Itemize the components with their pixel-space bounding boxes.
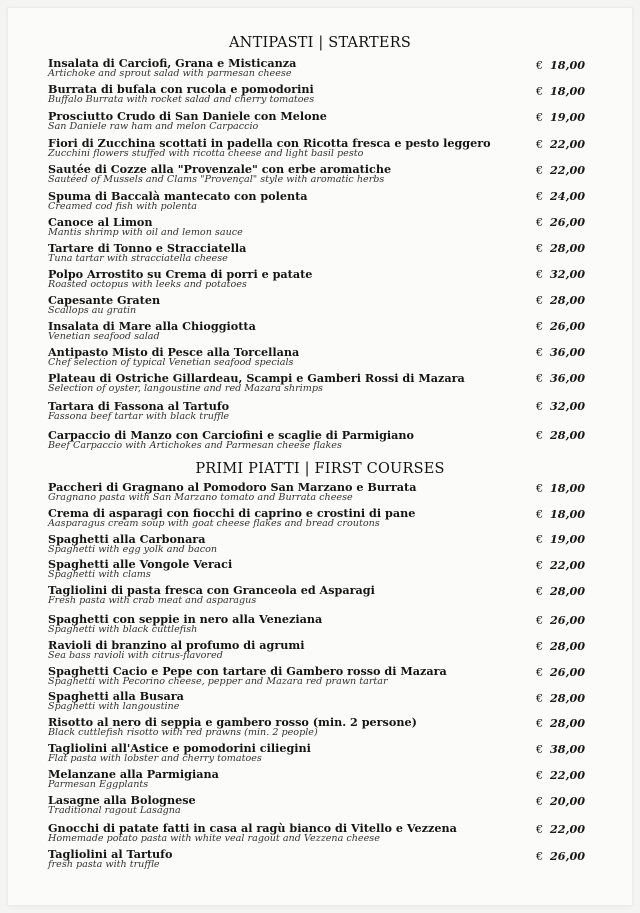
dish-name: Gnocchi di patate fatti in casa al ragù bianco di Vitello e Vezzena (48, 821, 457, 835)
dish-price (536, 428, 588, 442)
dish-name: Spaghetti alla Busara (48, 689, 184, 703)
dish-name: Antipasto Misto di Pesce alla Torcellana (48, 345, 300, 359)
dish-description: Spaghetti with langoustine (48, 701, 180, 712)
dish-description: Homemade potato pasta with white veal ragout and Vezzena cheese (48, 833, 380, 844)
dish-name: Plateau di Ostriche Gillardeau, Scampi e Gamberi Rossi di Mazara (48, 371, 465, 385)
dish-name: Prosciutto Crudo di San Daniele con Melone (48, 109, 327, 123)
dish-price (536, 371, 588, 385)
dish-description: Creamed cod fish with polenta (48, 201, 197, 212)
dish-price (536, 742, 588, 756)
dish-description: fresh pasta with truffle (48, 859, 160, 870)
section-title-primi: PRIMI PIATTI | FIRST COURSES (195, 461, 445, 477)
menu-item (48, 743, 518, 764)
euro-symbol: € (536, 85, 544, 98)
menu-item (48, 164, 518, 185)
price-value: 19,00 (550, 110, 586, 124)
dish-name: Tartare di Tonno e Stracciatella (48, 241, 247, 255)
dish-description: Spaghetti with Pecorino cheese, pepper and Mazara red prawn tartar (48, 676, 388, 687)
menu-item (48, 691, 518, 712)
dish-price (536, 794, 588, 808)
menu-item (48, 191, 518, 212)
euro-symbol: € (536, 769, 544, 782)
menu-item (48, 243, 518, 264)
menu-item (48, 640, 518, 661)
dish-price (536, 716, 588, 730)
dish-description: Tuna tartar with stracciatella cheese (48, 253, 228, 264)
dish-name: Canoce al Limon (48, 215, 153, 229)
euro-symbol: € (536, 59, 544, 72)
euro-symbol: € (536, 400, 544, 413)
price-value: 22,00 (550, 768, 586, 782)
dish-name: Paccheri di Gragnano al Pomodoro San Marzano e Burrata (48, 480, 417, 494)
price-value: 32,00 (550, 267, 586, 281)
dish-price (536, 110, 588, 124)
euro-symbol: € (536, 717, 544, 730)
euro-symbol: € (536, 850, 544, 863)
menu-item (48, 482, 518, 503)
menu-item (48, 401, 518, 422)
dish-name: Spaghetti alle Vongole Veraci (48, 557, 233, 571)
menu-item (48, 430, 518, 451)
euro-symbol: € (536, 138, 544, 151)
dish-price (536, 768, 588, 782)
dish-price (536, 507, 588, 521)
dish-description: Traditional ragout Lasagna (48, 805, 181, 816)
dish-name: Tartara di Fassona al Tartufo (48, 399, 230, 413)
price-value: 36,00 (550, 345, 586, 359)
euro-symbol: € (536, 585, 544, 598)
dish-name: Capesante Graten (48, 293, 161, 307)
menu-item (48, 769, 518, 790)
dish-description: Flat pasta with lobster and cherry tomatoes (48, 753, 262, 764)
price-value: 26,00 (550, 215, 586, 229)
price-value: 19,00 (550, 532, 586, 546)
menu-item (48, 717, 518, 738)
dish-name: Carpaccio di Manzo con Carciofini e scaglie di Parmigiano (48, 428, 415, 442)
price-value: 38,00 (550, 742, 586, 756)
euro-symbol: € (536, 164, 544, 177)
dish-price (536, 691, 588, 705)
dish-name: Tagliolini all'Astice e pomodorini ciliegini (48, 741, 311, 755)
menu-item (48, 614, 518, 635)
dish-name: Melanzane alla Parmigiana (48, 767, 219, 781)
price-value: 26,00 (550, 319, 586, 333)
dish-price (536, 822, 588, 836)
price-value: 28,00 (550, 428, 586, 442)
euro-symbol: € (536, 559, 544, 572)
price-value: 28,00 (550, 584, 586, 598)
section-title-antipasti: ANTIPASTI | STARTERS (229, 35, 411, 51)
euro-symbol: € (536, 795, 544, 808)
euro-symbol: € (536, 242, 544, 255)
dish-description: Roasted octopus with leeks and potatoes (48, 279, 247, 290)
dish-description: Black cuttlefish risotto with red prawns (min. 2 people) (48, 727, 318, 738)
price-value: 22,00 (550, 137, 586, 151)
dish-name: Spaghetti Cacio e Pepe con tartare di Gambero rosso di Mazara (48, 664, 447, 678)
dish-name: Spuma di Baccalà mantecato con polenta (48, 189, 308, 203)
dish-description: Zucchini flowers stuffed with ricotta cheese and light basil pesto (48, 148, 364, 159)
dish-description: Spaghetti with black cuttlefish (48, 624, 198, 635)
price-value: 26,00 (550, 613, 586, 627)
euro-symbol: € (536, 508, 544, 521)
dish-price (536, 215, 588, 229)
dish-name: Insalata di Mare alla Chioggiotta (48, 319, 256, 333)
price-value: 28,00 (550, 639, 586, 653)
dish-price (536, 267, 588, 281)
euro-symbol: € (536, 190, 544, 203)
dish-name: Spaghetti alla Carbonara (48, 532, 206, 546)
euro-symbol: € (536, 320, 544, 333)
euro-symbol: € (536, 268, 544, 281)
dish-description: Sea bass ravioli with citrus-flavored (48, 650, 223, 661)
dish-price (536, 849, 588, 863)
dish-description: Chef selection of typical Venetian seafood specials (48, 357, 294, 368)
dish-price (536, 189, 588, 203)
dish-name: Crema di asparagi con fiocchi di caprino e crostini di pane (48, 506, 416, 520)
euro-symbol: € (536, 666, 544, 679)
dish-description: Venetian seafood salad (48, 331, 160, 342)
dish-price (536, 58, 588, 72)
euro-symbol: € (536, 429, 544, 442)
menu-item (48, 58, 518, 79)
dish-name: Burrata di bufala con rucola e pomodorini (48, 82, 314, 96)
dish-name: Insalata di Carciofi, Grana e Misticanza (48, 56, 297, 70)
dish-price (536, 84, 588, 98)
dish-price (536, 293, 588, 307)
dish-description: Spaghetti with egg yolk and bacon (48, 544, 218, 555)
menu-item (48, 373, 518, 394)
price-value: 26,00 (550, 665, 586, 679)
price-value: 22,00 (550, 163, 586, 177)
dish-price (536, 137, 588, 151)
price-value: 28,00 (550, 293, 586, 307)
dish-name: Ravioli di branzino al profumo di agrumi (48, 638, 305, 652)
price-value: 18,00 (550, 507, 586, 521)
euro-symbol: € (536, 294, 544, 307)
price-value: 22,00 (550, 558, 586, 572)
dish-price (536, 481, 588, 495)
dish-description: Scallops au gratin (48, 305, 137, 316)
dish-price (536, 319, 588, 333)
dish-description: Fassona beef tartar with black truffle (48, 411, 230, 422)
menu-item (48, 585, 518, 606)
dish-name: Lasagne alla Bolognese (48, 793, 196, 807)
dish-price (536, 613, 588, 627)
menu-item (48, 534, 518, 555)
price-value: 18,00 (550, 481, 586, 495)
dish-description: Sautéed of Mussels and Clams "Provençal" style with aromatic herbs (48, 174, 385, 185)
price-value: 36,00 (550, 371, 586, 385)
menu-item (48, 138, 518, 159)
euro-symbol: € (536, 823, 544, 836)
menu-item (48, 269, 518, 290)
menu-item (48, 559, 518, 580)
euro-symbol: € (536, 482, 544, 495)
dish-description: Fresh pasta with crab meat and asparagus (48, 595, 257, 606)
price-value: 28,00 (550, 691, 586, 705)
price-value: 18,00 (550, 84, 586, 98)
dish-description: Artichoke and sprout salad with parmesan cheese (48, 68, 292, 79)
menu-item (48, 795, 518, 816)
dish-price (536, 584, 588, 598)
menu-item (48, 666, 518, 687)
dish-price (536, 399, 588, 413)
price-value: 28,00 (550, 716, 586, 730)
menu-item (48, 508, 518, 529)
menu-item (48, 823, 518, 844)
dish-price (536, 163, 588, 177)
dish-description: Parmesan Eggplants (48, 779, 149, 790)
price-value: 18,00 (550, 58, 586, 72)
menu-item (48, 111, 518, 132)
dish-price (536, 345, 588, 359)
menu-item (48, 849, 518, 870)
menu-item (48, 321, 518, 342)
dish-name: Tagliolini al Tartufo (48, 847, 173, 861)
price-value: 26,00 (550, 849, 586, 863)
euro-symbol: € (536, 346, 544, 359)
menu-item (48, 217, 518, 238)
price-value: 20,00 (550, 794, 586, 808)
euro-symbol: € (536, 614, 544, 627)
dish-price (536, 532, 588, 546)
euro-symbol: € (536, 533, 544, 546)
dish-name: Sautée di Cozze alla "Provenzale" con erbe aromatiche (48, 162, 392, 176)
dish-name: Spaghetti con seppie in nero alla Veneziana (48, 612, 323, 626)
menu-item (48, 84, 518, 105)
menu-item (48, 347, 518, 368)
price-value: 32,00 (550, 399, 586, 413)
dish-description: Beef Carpaccio with Artichokes and Parmesan cheese flakes (48, 440, 342, 451)
dish-price (536, 639, 588, 653)
dish-description: Gragnano pasta with San Marzano tomato and Burrata cheese (48, 492, 353, 503)
dish-name: Tagliolini di pasta fresca con Granceola ed Asparagi (48, 583, 375, 597)
dish-name: Risotto al nero di seppia e gambero rosso (min. 2 persone) (48, 715, 417, 729)
dish-description: Selection of oyster, langoustine and red Mazara shrimps (48, 383, 323, 394)
dish-description: Mantis shrimp with oil and lemon sauce (48, 227, 243, 238)
euro-symbol: € (536, 216, 544, 229)
euro-symbol: € (536, 743, 544, 756)
price-value: 28,00 (550, 241, 586, 255)
price-value: 24,00 (550, 189, 586, 203)
dish-price (536, 558, 588, 572)
dish-description: San Daniele raw ham and melon Carpaccio (48, 121, 259, 132)
euro-symbol: € (536, 640, 544, 653)
dish-name: Polpo Arrostito su Crema di porri e patate (48, 267, 313, 281)
euro-symbol: € (536, 372, 544, 385)
euro-symbol: € (536, 692, 544, 705)
dish-price (536, 665, 588, 679)
dish-price (536, 241, 588, 255)
dish-description: Aasparagus cream soup with goat cheese flakes and bread croutons (48, 518, 380, 529)
dish-name: Fiori di Zucchina scottati in padella con Ricotta fresca e pesto leggero (48, 136, 491, 150)
dish-description: Buffalo Burrata with rocket salad and cherry tomatoes (48, 94, 315, 105)
euro-symbol: € (536, 111, 544, 124)
dish-description: Spaghetti with clams (48, 569, 151, 580)
menu-item (48, 295, 518, 316)
price-value: 22,00 (550, 822, 586, 836)
